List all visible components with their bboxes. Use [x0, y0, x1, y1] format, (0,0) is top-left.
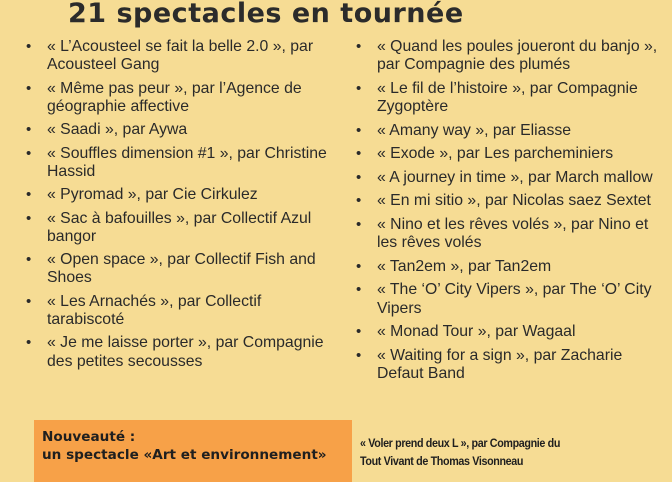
bullet-icon: • — [356, 79, 362, 97]
list-item-text: « Pyromad », par Cie Cirkulez — [47, 186, 258, 204]
list-item — [352, 38, 668, 74]
callout-heading: Nouveauté : — [42, 429, 136, 445]
show-list-left — [22, 38, 337, 376]
bullet-icon: • — [26, 38, 32, 55]
bullet-icon: • — [26, 186, 32, 204]
list-item-text: « En mi sitio », par Nicolas saez Sextet — [377, 192, 651, 210]
list-item-text: « Souffles dimension #1 », par Christine Hassid — [47, 144, 327, 180]
list-item-text: « Waiting for a sign », par Zacharie Defaut Band — [377, 346, 623, 382]
list-item-text: « Saadi », par Aywa — [47, 121, 188, 139]
callout-show-line-2: Tout Vivant de Thomas Visonneau — [360, 454, 524, 468]
list-item — [352, 169, 668, 187]
show-list-right — [352, 38, 668, 389]
bullet-icon: • — [356, 38, 362, 55]
bullet-icon: • — [356, 215, 362, 233]
list-item-text: « Exode », par Les parcheminiers — [377, 145, 614, 163]
bullet-icon: • — [26, 79, 32, 97]
list-item-text: « Même pas peur », par l’Agence de géographie affective — [47, 79, 302, 115]
list-item — [22, 334, 337, 370]
bullet-icon: • — [356, 145, 362, 163]
list-item-text: « Sac à bafouilles », par Collectif Azul bangor — [47, 209, 312, 245]
list-item-text: « Quand les poules joueront du banjo », par Compagnie des plumés — [377, 38, 658, 74]
bullet-icon: • — [356, 192, 362, 210]
list-item — [352, 80, 668, 116]
list-item — [352, 281, 668, 317]
new-show-callout — [34, 420, 352, 482]
bullet-icon: • — [356, 281, 362, 299]
bullet-icon: • — [26, 292, 32, 310]
callout-show-line-1: « Voler prend deux L », par Compagnie du — [360, 436, 561, 450]
bullet-icon: • — [356, 168, 362, 186]
list-item-text: « Amany way », par Eliasse — [377, 121, 572, 139]
bullet-icon: • — [26, 251, 32, 269]
list-item-text: « The ‘O’ City Vipers », par The ‘O’ City Vipers — [377, 281, 652, 317]
list-item-text: « Monad Tour », par Wagaal — [377, 323, 576, 341]
list-item — [22, 38, 337, 74]
list-item-text: « Le fil de l’histoire », par Compagnie Zygoptère — [377, 79, 638, 115]
list-item — [352, 216, 668, 252]
list-item-text: « Open space », par Collectif Fish and Shoes — [47, 251, 316, 287]
list-item — [22, 251, 337, 287]
list-item-text: « Nino et les rêves volés », par Nino et les rêves volés — [377, 215, 649, 252]
list-item — [22, 186, 337, 204]
list-item-text: « L’Acousteel se fait la belle 2.0 », par Acousteel Gang — [47, 38, 314, 74]
bullet-icon: • — [356, 346, 362, 364]
list-item — [352, 323, 668, 341]
bullet-icon: • — [26, 121, 32, 139]
list-item — [352, 347, 668, 383]
list-item — [352, 122, 668, 140]
list-item — [352, 258, 668, 276]
bullet-icon: • — [26, 334, 32, 352]
bullet-icon: • — [26, 144, 32, 162]
list-item-text: « Je me laisse porter », par Compagnie des petites secousses — [47, 334, 324, 370]
list-item — [22, 121, 337, 139]
bullet-icon: • — [356, 323, 362, 341]
bullet-icon: • — [356, 257, 362, 275]
callout-show-detail — [360, 434, 624, 470]
callout-subheading: un spectacle «Art et environnement» — [42, 447, 327, 463]
page-title: 21 spectacles en tournée — [68, 0, 464, 29]
list-item — [22, 80, 337, 116]
list-item-text: « Les Arnachés », par Collectif tarabiscoté — [47, 292, 262, 328]
list-item — [22, 145, 337, 181]
bullet-icon: • — [26, 209, 32, 227]
list-item — [22, 210, 337, 246]
list-item-text: « A journey in time », par March mallow — [377, 168, 653, 186]
list-item — [352, 145, 668, 163]
bullet-icon: • — [356, 121, 362, 139]
list-item — [22, 293, 337, 329]
list-item-text: « Tan2em », par Tan2em — [377, 257, 552, 275]
list-item — [352, 192, 668, 210]
